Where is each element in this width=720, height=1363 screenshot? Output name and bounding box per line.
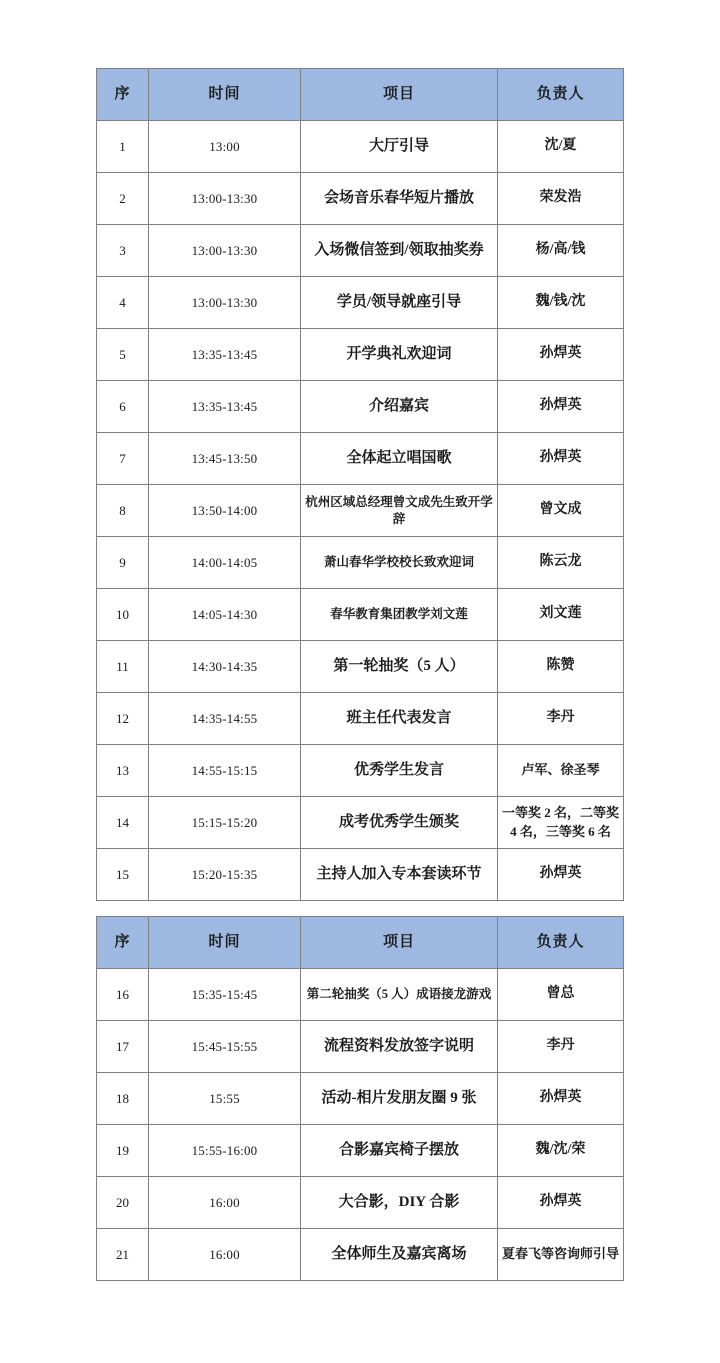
cell-time: 15:15-15:20: [149, 797, 301, 849]
column-header-owner: 负责人: [498, 69, 624, 121]
cell-owner: 李丹: [498, 693, 624, 745]
cell-item: 大合影，DIY 合影: [301, 1177, 498, 1229]
cell-time: 16:00: [149, 1177, 301, 1229]
cell-item: 全体起立唱国歌: [301, 433, 498, 485]
cell-owner: 卢军、徐圣琴: [498, 745, 624, 797]
cell-owner: 孙焊英: [498, 1073, 624, 1125]
cell-sequence: 4: [97, 277, 149, 329]
cell-owner: 孙焊英: [498, 433, 624, 485]
table-row: [97, 1073, 624, 1125]
cell-time: 13:50-14:00: [149, 485, 301, 537]
cell-owner: 刘文莲: [498, 589, 624, 641]
cell-time: 14:05-14:30: [149, 589, 301, 641]
column-header-seq: 序: [97, 69, 149, 121]
cell-sequence: 14: [97, 797, 149, 849]
cell-item: 入场微信签到/领取抽奖券: [301, 225, 498, 277]
cell-owner: 孙焊英: [498, 849, 624, 901]
cell-time: 15:55-16:00: [149, 1125, 301, 1177]
cell-time: 14:30-14:35: [149, 641, 301, 693]
cell-sequence: 13: [97, 745, 149, 797]
cell-time: 14:55-15:15: [149, 745, 301, 797]
cell-item: 流程资料发放签字说明: [301, 1021, 498, 1073]
cell-time: 13:35-13:45: [149, 329, 301, 381]
table-row: [97, 1021, 624, 1073]
cell-item: 介绍嘉宾: [301, 381, 498, 433]
cell-sequence: 20: [97, 1177, 149, 1229]
table-row: [97, 433, 624, 485]
cell-sequence: 15: [97, 849, 149, 901]
cell-item: 主持人加入专本套读环节: [301, 849, 498, 901]
cell-item: 成考优秀学生颁奖: [301, 797, 498, 849]
cell-owner: 魏/沈/荣: [498, 1125, 624, 1177]
cell-owner: 沈/夏: [498, 121, 624, 173]
cell-owner: 陈云龙: [498, 537, 624, 589]
table-header-row: [97, 917, 624, 969]
cell-owner: 荣发浩: [498, 173, 624, 225]
cell-sequence: 12: [97, 693, 149, 745]
cell-item: 会场音乐春华短片播放: [301, 173, 498, 225]
cell-sequence: 19: [97, 1125, 149, 1177]
cell-item: 班主任代表发言: [301, 693, 498, 745]
cell-time: 16:00: [149, 1229, 301, 1281]
schedule-tables-container: [0, 68, 720, 1281]
cell-time: 13:00-13:30: [149, 173, 301, 225]
cell-sequence: 10: [97, 589, 149, 641]
table-row: [97, 225, 624, 277]
column-header-time: 时间: [149, 69, 301, 121]
table-row: [97, 641, 624, 693]
cell-owner: 曾总: [498, 969, 624, 1021]
table-row: [97, 745, 624, 797]
table-row: [97, 329, 624, 381]
cell-owner: 陈赞: [498, 641, 624, 693]
table-row: [97, 589, 624, 641]
cell-sequence: 21: [97, 1229, 149, 1281]
cell-item: 萧山春华学校校长致欢迎词: [301, 537, 498, 589]
cell-sequence: 11: [97, 641, 149, 693]
table-row: [97, 797, 624, 849]
table-row: [97, 485, 624, 537]
cell-sequence: 17: [97, 1021, 149, 1073]
table-row: [97, 969, 624, 1021]
table-row: [97, 173, 624, 225]
cell-owner: 曾文成: [498, 485, 624, 537]
cell-owner: 魏/钱/沈: [498, 277, 624, 329]
cell-sequence: 5: [97, 329, 149, 381]
cell-sequence: 16: [97, 969, 149, 1021]
cell-sequence: 3: [97, 225, 149, 277]
cell-item: 杭州区域总经理曾文成先生致开学辞: [301, 485, 498, 537]
cell-sequence: 1: [97, 121, 149, 173]
cell-owner: 孙焊英: [498, 1177, 624, 1229]
cell-owner: 夏春飞等咨询师引导: [498, 1229, 624, 1281]
cell-sequence: 18: [97, 1073, 149, 1125]
cell-item: 全体师生及嘉宾离场: [301, 1229, 498, 1281]
column-header-seq: 序: [97, 917, 149, 969]
cell-sequence: 6: [97, 381, 149, 433]
cell-time: 15:55: [149, 1073, 301, 1125]
cell-item: 春华教育集团教学刘文莲: [301, 589, 498, 641]
cell-item: 开学典礼欢迎词: [301, 329, 498, 381]
column-header-item: 项目: [301, 917, 498, 969]
cell-sequence: 8: [97, 485, 149, 537]
cell-sequence: 2: [97, 173, 149, 225]
cell-item: 合影嘉宾椅子摆放: [301, 1125, 498, 1177]
table-row: [97, 121, 624, 173]
column-header-item: 项目: [301, 69, 498, 121]
cell-time: 15:35-15:45: [149, 969, 301, 1021]
table-row: [97, 1125, 624, 1177]
cell-time: 13:00: [149, 121, 301, 173]
table-row: [97, 1229, 624, 1281]
schedule-part-1: [96, 68, 624, 901]
cell-owner: 李丹: [498, 1021, 624, 1073]
cell-item: 学员/领导就座引导: [301, 277, 498, 329]
table-row: [97, 381, 624, 433]
schedule-part-2: [96, 916, 624, 1281]
document-page: [0, 68, 720, 1363]
cell-item: 活动-相片发朋友圈 9 张: [301, 1073, 498, 1125]
cell-item: 大厅引导: [301, 121, 498, 173]
table-row: [97, 1177, 624, 1229]
cell-time: 14:35-14:55: [149, 693, 301, 745]
cell-time: 15:45-15:55: [149, 1021, 301, 1073]
table-row: [97, 537, 624, 589]
cell-sequence: 9: [97, 537, 149, 589]
cell-owner: 杨/高/钱: [498, 225, 624, 277]
cell-item: 第一轮抽奖（5 人）: [301, 641, 498, 693]
cell-item: 第二轮抽奖（5 人）成语接龙游戏: [301, 969, 498, 1021]
cell-time: 13:00-13:30: [149, 225, 301, 277]
cell-owner: 一等奖 2 名，二等奖 4 名，三等奖 6 名: [498, 797, 624, 849]
cell-item: 优秀学生发言: [301, 745, 498, 797]
cell-time: 13:35-13:45: [149, 381, 301, 433]
cell-sequence: 7: [97, 433, 149, 485]
table-row: [97, 849, 624, 901]
column-header-time: 时间: [149, 917, 301, 969]
cell-time: 13:45-13:50: [149, 433, 301, 485]
cell-time: 15:20-15:35: [149, 849, 301, 901]
cell-owner: 孙焊英: [498, 329, 624, 381]
cell-time: 13:00-13:30: [149, 277, 301, 329]
column-header-owner: 负责人: [498, 917, 624, 969]
cell-time: 14:00-14:05: [149, 537, 301, 589]
table-row: [97, 277, 624, 329]
table-header-row: [97, 69, 624, 121]
table-row: [97, 693, 624, 745]
cell-owner: 孙焊英: [498, 381, 624, 433]
